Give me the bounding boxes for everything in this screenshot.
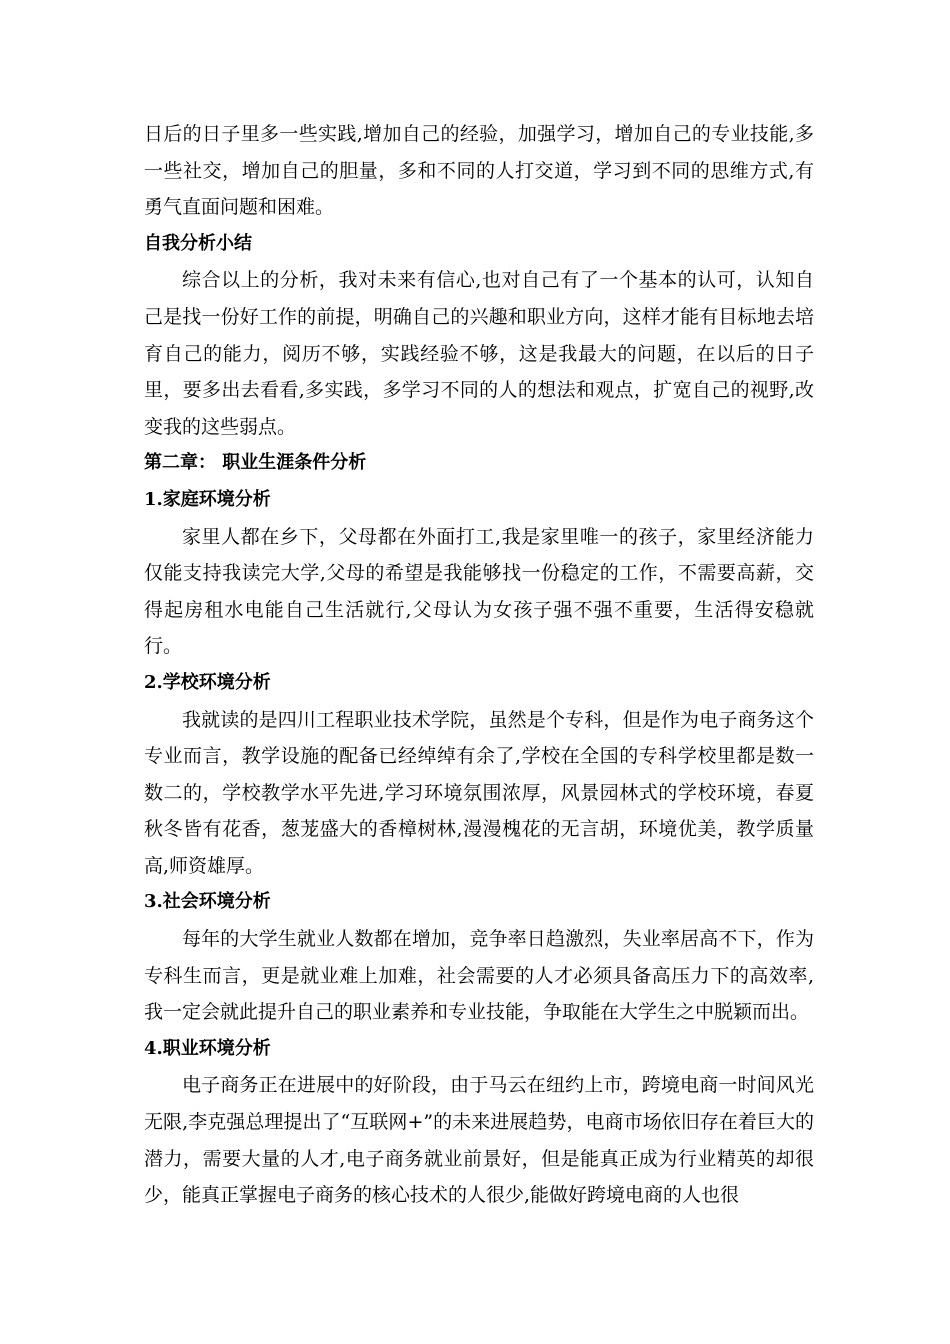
intro-paragraph: 日后的日子里多一些实践,增加自己的经验，加强学习，增加自己的专业技能,多一些社交，增加自己的胆量，多和不同的人打交道，学习到不同的思维方式,有勇气直面问题和困难。 — [144, 123, 814, 219]
section-heading-school: 2.学校环境分析 — [144, 671, 271, 693]
career-paragraph: 电子商务正在进展中的好阶段，由于马云在纽约上市，跨境电商一时间风光无限,李克强总理提出了“互联网+”的未来进展趋势，电商市场依旧存在着巨大的潜力，需要大量的人才,电子商务就业前景好，但是能真正成为行业精英的却很少，能真正掌握电子商务的核心技术的人很少,能做好跨境电商的人也很 — [144, 1074, 814, 1207]
section-heading-family: 1.家庭环境分析 — [144, 488, 271, 510]
document-page — [144, 116, 814, 1214]
school-paragraph: 我就读的是四川工程职业技术学院，虽然是个专科，但是作为电子商务这个专业而言，教学设施的配备已经绰绰有余了,学校在全国的专科学校里都是数一数二的，学校教学水平先进,学习环境氛围浓厚，风景园林式的学校环境，春夏秋冬皆有花香，葱茏盛大的香樟树林,漫漫槐花的无言胡，环境优美，教学质量高,师资雄厚。 — [144, 708, 814, 877]
self-analysis-summary-paragraph: 综合以上的分析，我对未来有信心,也对自己有了一个基本的认可，认知自己是找一份好工作的前提，明确自己的兴趣和职业方向，这样才能有目标地去培育自己的能力，阅历不够，实践经验不够，这是我最大的问题，在以后的日子里，要多出去看看,多实践，多学习不同的人的想法和观点，扩宽自己的视野,改变我的这些弱点。 — [144, 269, 814, 438]
section-heading-career: 4.职业环境分析 — [144, 1037, 271, 1059]
society-paragraph: 每年的大学生就业人数都在增加，竞争率日趋激烈，失业率居高不下，作为专科生而言，更是就业难上加难，社会需要的人才必须具备高压力下的高效率,我一定会就此提升自己的职业素养和专业技能，争取能在大学生之中脱颖而出。 — [144, 928, 814, 1024]
section-heading-self-analysis-summary: 自我分析小结 — [144, 232, 252, 254]
family-paragraph: 家里人都在乡下，父母都在外面打工,我是家里唯一的孩子，家里经济能力仅能支持我读完大学,父母的希望是我能够找一份稳定的工作，不需要高薪，交得起房租水电能自己生活就行,父母认为女孩子强不强不重要，生活得安稳就行。 — [144, 525, 814, 658]
section-heading-society: 3.社会环境分析 — [144, 891, 271, 913]
chapter-heading-career-conditions: 第二章： 职业生涯条件分析 — [144, 452, 367, 474]
